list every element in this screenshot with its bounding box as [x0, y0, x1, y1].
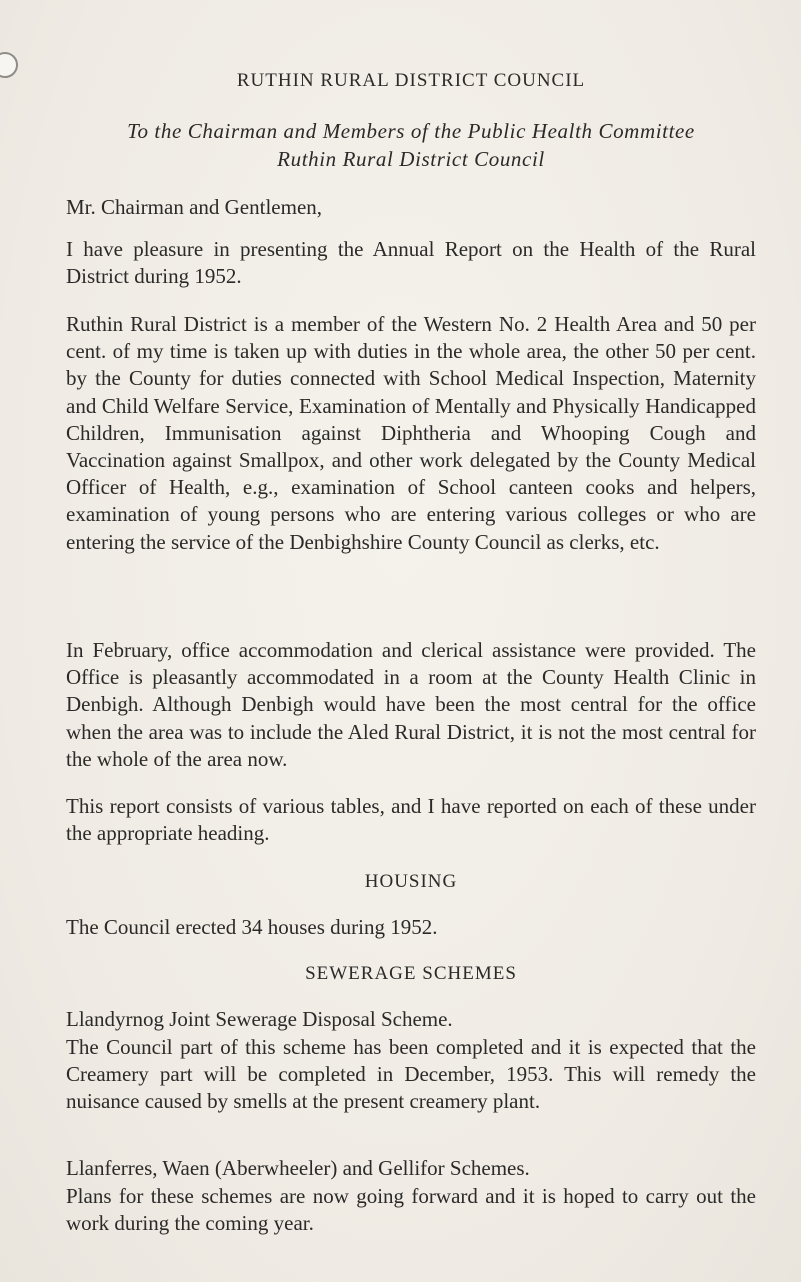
scheme-1-text: The Council part of this scheme has been completed and it is expected that the Creamery part will be completed in December, 1953. This will remedy the nuisance caused by smells at the present creamery plant.: [66, 1035, 756, 1114]
binding-hole-icon: [0, 52, 18, 78]
paragraph-office: In February, office accommodation and clerical assistance were provided. The Office is pleasantly accommodated in a room at the County Health Clinic in Denbigh. Although Denbigh would have been the most central for the office when the area was to include the Aled Rural District, it is not the most central for the whole of the area now.: [66, 638, 756, 771]
addressee-line-1: To the Chairman and Members of the Public Health Committee: [127, 119, 695, 143]
document-title: RUTHIN RURAL DISTRICT COUNCIL: [236, 70, 586, 91]
scheme-2-text: Plans for these schemes are now going forward and it is hoped to carry out the work during the coming year.: [66, 1184, 756, 1236]
addressee-line-2: Ruthin Rural District Council: [277, 147, 545, 171]
paragraph-report-structure: This report consists of various tables, and I have reported on each of these under the appropriate heading.: [66, 794, 756, 846]
paragraph-district-duties: Ruthin Rural District is a member of the Western No. 2 Health Area and 50 per cent. of my time is taken up with duties in the whole area, the other 50 per cent. by the County for duties connected with School Medical Inspection, Maternity and Child Welfare Service, Examination of Mentally and Physically Handicapped Children, Immunisation against Diphtheria and Whooping Cough and Vaccination against Smallpox, and other work delegated by the County Medical Officer of Health, e.g., examination of School canteen cooks and helpers, examination of young persons who are entering various colleges or who are entering the service of the Denbighshire County Council as clerks, etc.: [66, 312, 756, 554]
salutation: Mr. Chairman and Gentlemen,: [66, 195, 323, 219]
scheme-2-title: Llanferres, Waen (Aberwheeler) and Gellifor Schemes.: [66, 1156, 530, 1180]
paragraph-intro: I have pleasure in presenting the Annual Report on the Health of the Rural District during 1952.: [66, 237, 756, 289]
scheme-1-title: Llandyrnog Joint Sewerage Disposal Scheme.: [66, 1007, 453, 1031]
housing-heading: HOUSING: [364, 871, 458, 892]
housing-text: The Council erected 34 houses during 1952.: [66, 915, 438, 939]
sewerage-heading: SEWERAGE SCHEMES: [305, 963, 517, 984]
